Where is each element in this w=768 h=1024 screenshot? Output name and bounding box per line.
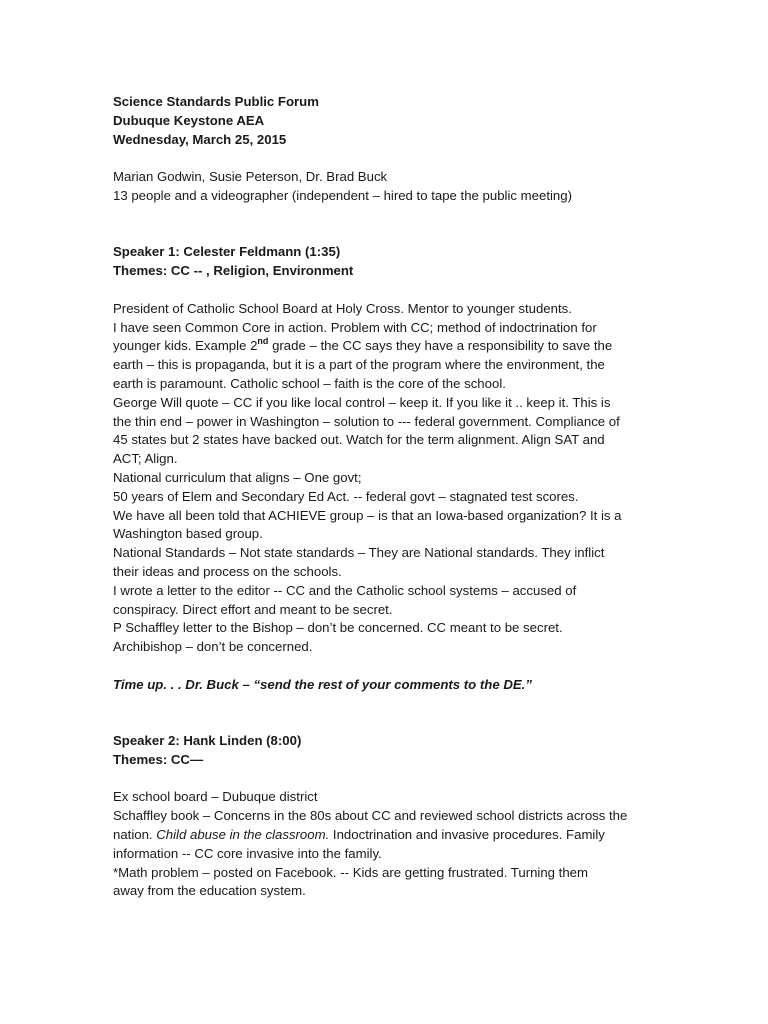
speaker2-note-part: Indoctrination and invasive procedures. Family bbox=[329, 827, 605, 843]
spacer bbox=[113, 149, 653, 168]
book-quote: Child abuse in the classroom. bbox=[156, 827, 330, 843]
speaker1-note-part: younger kids. Example 2 bbox=[113, 338, 258, 354]
speaker2-note: Ex school board – Dubuque district bbox=[113, 789, 318, 805]
speaker2-note: information -- CC core invasive into the family. bbox=[113, 845, 382, 861]
speaker2-note bbox=[113, 826, 653, 845]
spacer bbox=[113, 695, 653, 733]
spacer bbox=[113, 770, 653, 789]
speaker1-note: I wrote a letter to the editor -- CC and the Catholic school systems – accused of bbox=[113, 582, 577, 598]
time-up-note: Time up. . . Dr. Buck – “send the rest of your comments to the DE.” bbox=[113, 676, 532, 692]
forum-title: Science Standards Public Forum bbox=[113, 94, 319, 109]
speaker1-note: conspiracy. Direct effort and meant to be secret. bbox=[113, 601, 393, 617]
forum-organization: Dubuque Keystone AEA bbox=[113, 112, 265, 128]
speaker1-note-part: grade – the CC says they have a responsibility to save the bbox=[268, 338, 613, 354]
staff-list: Marian Godwin, Susie Peterson, Dr. Brad Buck bbox=[113, 169, 388, 185]
speaker1-note: earth is paramount. Catholic school – faith is the core of the school. bbox=[113, 375, 506, 391]
speaker2-note: *Math problem – posted on Facebook. -- Kids are getting frustrated. Turning them bbox=[113, 864, 589, 880]
speaker1-note: I have seen Common Core in action. Problem with CC; method of indoctrination for bbox=[113, 319, 597, 335]
speaker2-heading: Speaker 2: Hank Linden (8:00) bbox=[113, 733, 302, 749]
speaker1-note: George Will quote – CC if you like local control – keep it. If you like it .. keep it. This is bbox=[113, 394, 611, 410]
speaker1-note: 50 years of Elem and Secondary Ed Act. -- federal govt – stagnated test scores. bbox=[113, 488, 579, 504]
spacer bbox=[113, 281, 653, 300]
speaker1-note bbox=[113, 337, 653, 356]
document-page bbox=[113, 93, 653, 901]
speaker2-themes: Themes: CC— bbox=[113, 751, 204, 767]
speaker1-note: P Schaffley letter to the Bishop – don’t be concerned. CC meant to be secret. bbox=[113, 620, 563, 636]
speaker1-note: National curriculum that aligns – One govt; bbox=[113, 469, 362, 485]
spacer bbox=[113, 657, 653, 676]
speaker1-note: Washington based group. bbox=[113, 526, 263, 542]
speaker1-note: ACT; Align. bbox=[113, 451, 178, 467]
speaker1-note: their ideas and process on the schools. bbox=[113, 563, 342, 579]
speaker1-heading: Speaker 1: Celester Feldmann (1:35) bbox=[113, 244, 341, 260]
speaker1-note: Archibishop – don’t be concerned. bbox=[113, 639, 313, 655]
ordinal-suffix: nd bbox=[257, 335, 269, 346]
speaker1-note: earth – this is propaganda, but it is a part of the program where the environment, the bbox=[113, 357, 605, 373]
speaker1-note: We have all been told that ACHIEVE group – is that an Iowa-based organization? It is a bbox=[113, 507, 622, 523]
spacer bbox=[113, 206, 653, 244]
speaker1-note: President of Catholic School Board at Holy Cross. Mentor to younger students. bbox=[113, 300, 572, 316]
forum-date: Wednesday, March 25, 2015 bbox=[113, 131, 287, 147]
speaker2-note-part: nation. bbox=[113, 827, 157, 843]
speaker1-note: 45 states but 2 states have backed out. Watch for the term alignment. Align SAT and bbox=[113, 432, 605, 448]
speaker1-note: the thin end – power in Washington – solution to --- federal government. Compliance of bbox=[113, 413, 620, 429]
speaker2-note: Schaffley book – Concerns in the 80s about CC and reviewed school districts across the bbox=[113, 808, 628, 824]
speaker1-themes: Themes: CC -- , Religion, Environment bbox=[113, 263, 354, 279]
speaker2-note: away from the education system. bbox=[113, 883, 306, 899]
speaker1-note: National Standards – Not state standards – They are National standards. They inflict bbox=[113, 545, 605, 561]
attendance-count: 13 people and a videographer (independent – hired to tape the public meeting) bbox=[113, 187, 572, 203]
